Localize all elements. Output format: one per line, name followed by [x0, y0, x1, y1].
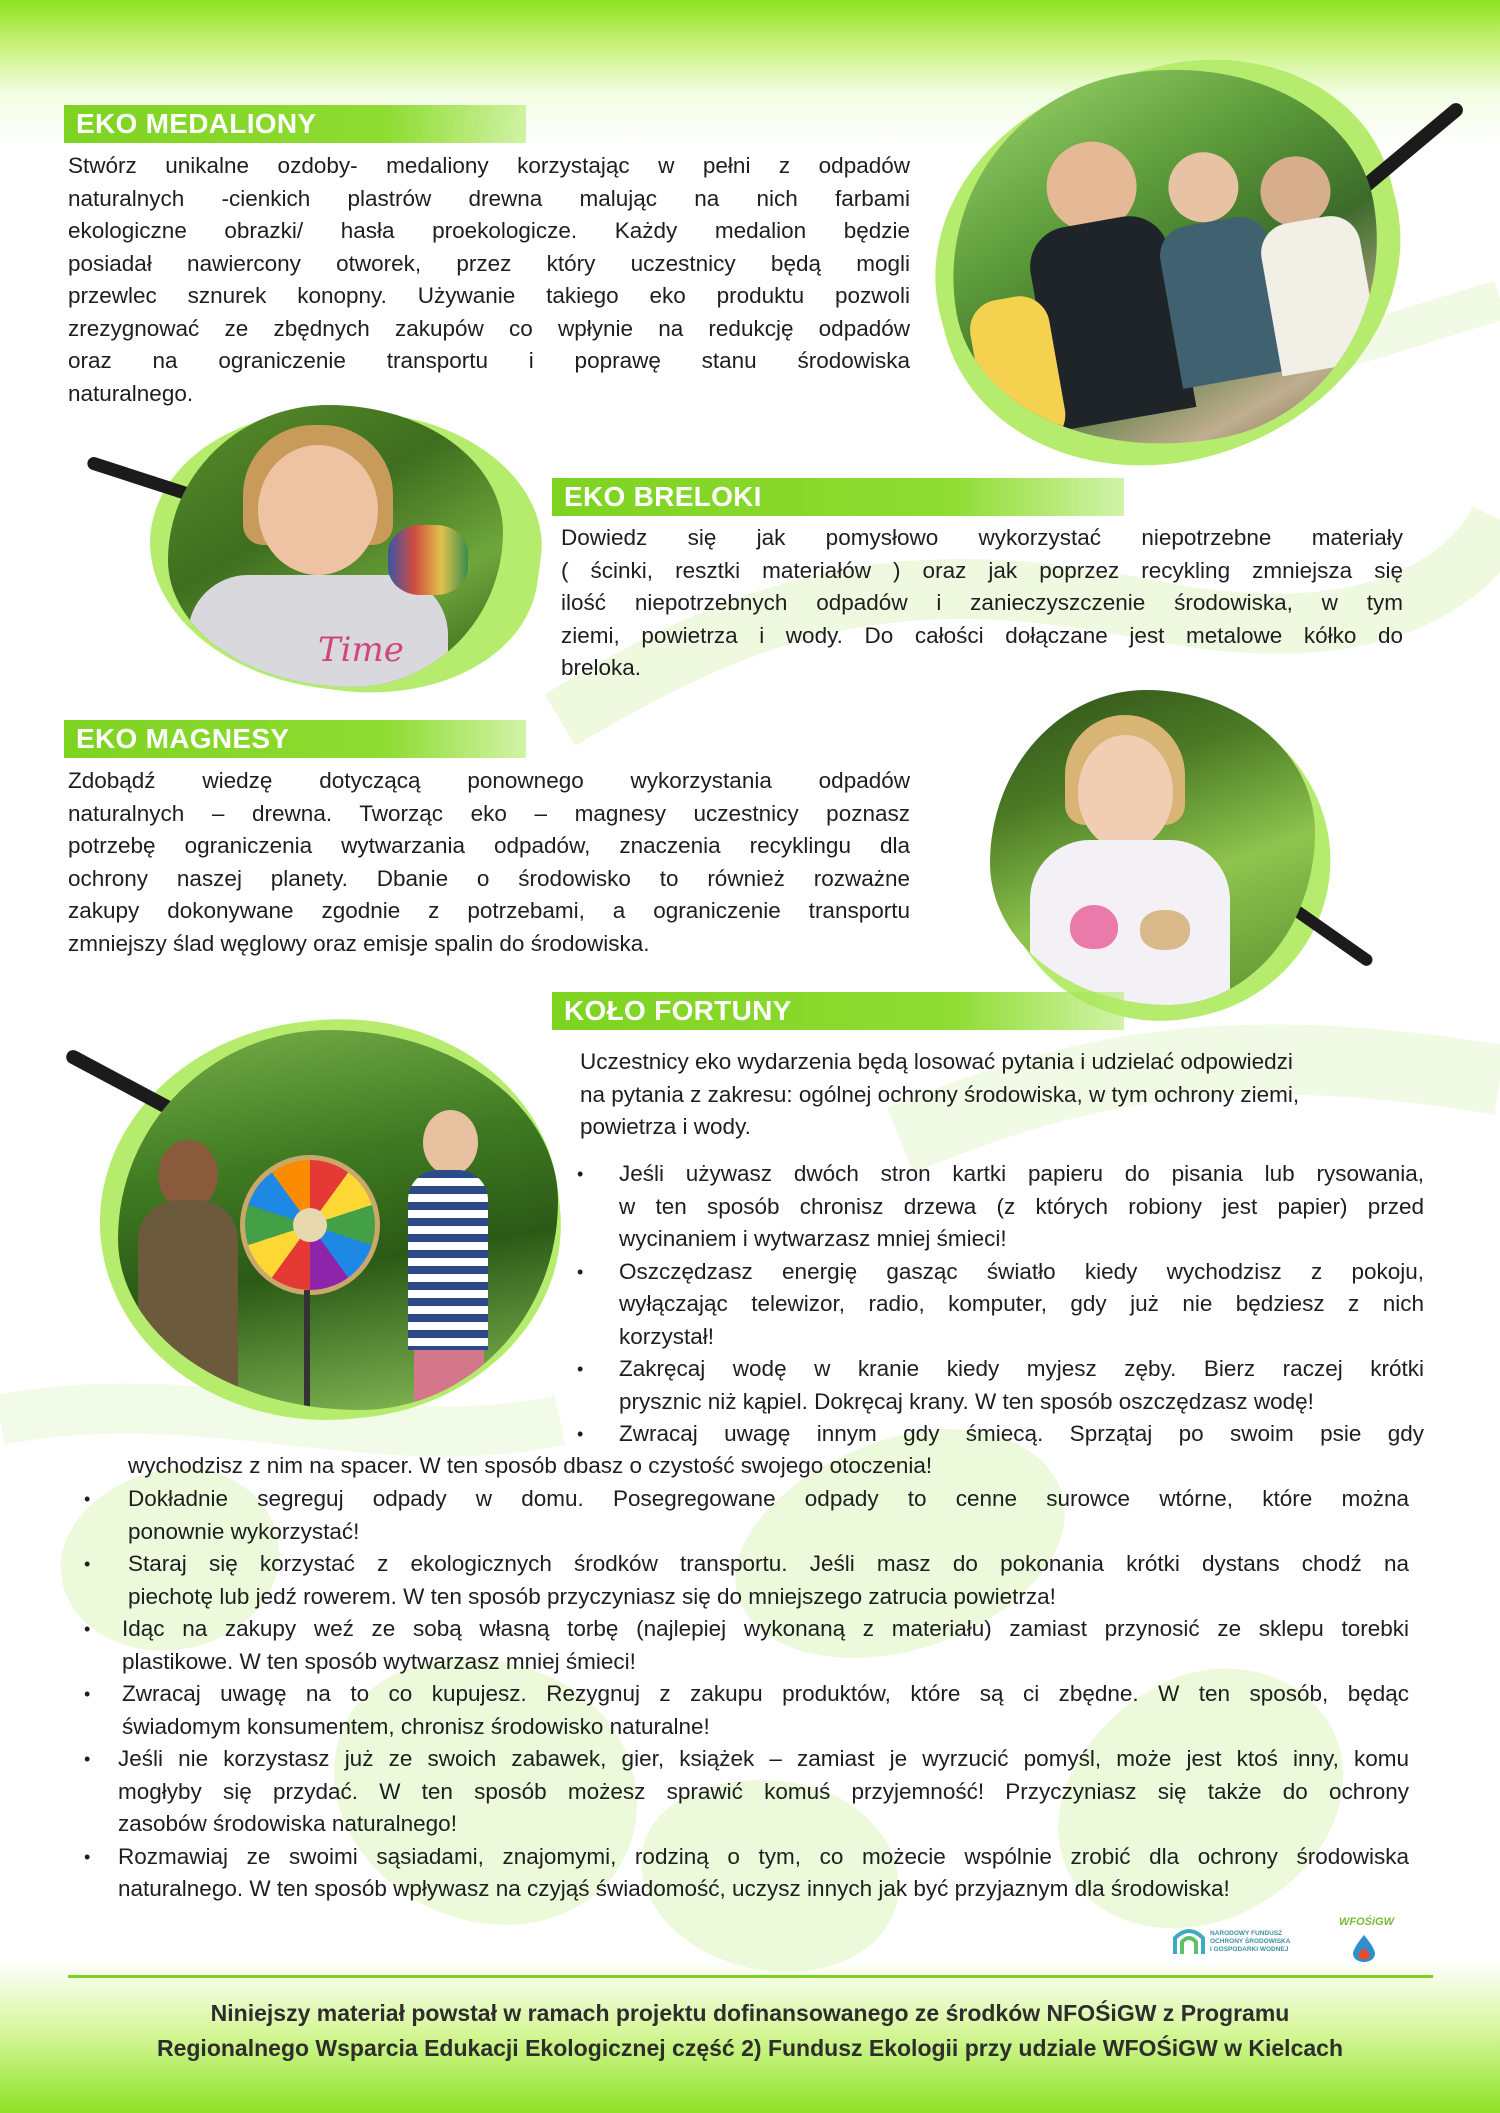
- text-line: posiadał nawiercony otworek, przez który uczestnicy będą mogli: [68, 250, 910, 276]
- nfosigw-logo: [1172, 1921, 1292, 1961]
- bullet-icon: •: [84, 1554, 91, 1574]
- text-line: ilość niepotrzebnych odpadów i zanieczyszczenie środowiska, w tym: [561, 590, 1403, 615]
- eco-tips-list-top: [574, 1158, 1424, 1451]
- text-line: Stwórz unikalne ozdoby- medaliony korzystając w pełni z odpadów: [68, 153, 910, 178]
- list-item: [84, 1841, 1409, 1906]
- text-line: wycinaniem i wytwarzasz mniej śmieci!: [619, 1226, 1007, 1251]
- wfosigw-logo: [1335, 1912, 1395, 1968]
- text-line: oraz na ograniczenie transportu i poprawę stanu środowiska: [68, 348, 910, 373]
- text-line: naturalnych – drewna. Tworząc eko – magnesy uczestnicy poznasz: [68, 800, 910, 826]
- text-line: powietrza i wody.: [580, 1114, 751, 1139]
- text-line: potrzebę ograniczenia wytwarzania odpadów, znaczenia recyklingu dla: [68, 833, 910, 858]
- text-line: zrezygnować ze zbędnych zakupów co wpłynie na redukcję odpadów: [68, 315, 910, 341]
- text-line: Idąc na zakupy weź ze sobą własną torbę (najlepiej wykonaną z materiału) zamiast przynosić ze sklepu torebki: [122, 1616, 1409, 1641]
- text-line: ziemi, powietrza i wody. Do całości dołączane jest metalowe kółko do: [561, 622, 1403, 648]
- bullet-icon: •: [84, 1749, 91, 1769]
- section-heading-magnesy: EKO MAGNESY: [64, 720, 526, 758]
- text-line: w ten sposób chronisz drzewa (z których robiony jest papier) przed: [619, 1193, 1424, 1219]
- list-item: [84, 1483, 1409, 1548]
- section-heading-breloki: EKO BRELOKI: [552, 478, 1124, 516]
- text-line: Regionalnego Wsparcia Edukacji Ekologicznej część 2) Fundusz Ekologii przy udziale WFOŚiGW w Kielcach: [156, 2035, 1344, 2061]
- footer-funding-note: [0, 1996, 1500, 2066]
- text-line: ponownie wykorzystać!: [128, 1518, 360, 1544]
- text-line: ( ścinki, resztki materiałów ) oraz jak poprzez recykling zmniejsza się: [561, 557, 1403, 583]
- wfosigw-label: WFOŚiGW: [1339, 1916, 1394, 1928]
- photo-kolo-fortuny: [118, 1030, 558, 1410]
- bullet-icon: •: [577, 1424, 584, 1444]
- text-line: Jeśli używasz dwóch stron kartki papieru do pisania lub rysowania,: [619, 1161, 1424, 1186]
- list-item: [84, 1678, 1409, 1743]
- photo-breloki-girl: Time: [168, 405, 503, 687]
- bullet-icon: •: [84, 1684, 91, 1704]
- text-line: Dokładnie segreguj odpady w domu. Posegregowane odpady to cenne surowce wtórne, które można: [128, 1486, 1409, 1511]
- breloki-description: [561, 522, 1403, 685]
- text-line: Oszczędzasz energię gasząc światło kiedy wychodzisz z pokoju,: [619, 1258, 1424, 1284]
- text-line: ochrony naszej planety. Dbanie o środowisko to również rozważne: [68, 865, 910, 891]
- text-line: Zwracaj uwagę na to co kupujesz. Rezygnuj z zakupu produktów, które są ci zbędne. W ten sposób, będąc: [122, 1681, 1409, 1706]
- text-line: korzystał!: [619, 1323, 715, 1349]
- magnesy-description: [68, 765, 910, 960]
- list-item: [84, 1548, 1409, 1613]
- bullet-icon: •: [577, 1164, 584, 1184]
- text-line: na pytania z zakresu: ogólnej ochrony środowiska, w tym ochrony ziemi,: [580, 1081, 1300, 1107]
- text-line: naturalnego. W ten sposób wpływasz na czyjąś świadomość, uczysz innych jak być przyjaznym dla środowiska!: [118, 1876, 1230, 1901]
- bullet-icon: •: [84, 1846, 91, 1867]
- medaliony-description: [68, 150, 910, 410]
- text-line: Jeśli nie korzystasz już ze swoich zabawek, gier, książek – zamiast je wyrzucić pomyśl, może jest ktoś inny, komu: [118, 1746, 1409, 1771]
- water-drop-icon: [1351, 1934, 1377, 1962]
- text-line: naturalnych -cienkich plastrów drewna malując na nich farbami: [68, 185, 910, 211]
- list-item: [84, 1613, 1409, 1678]
- list-item: [84, 1743, 1409, 1841]
- text-line: plastikowe. W ten sposób wytwarzasz mniej śmieci!: [122, 1648, 636, 1674]
- section-heading-medaliony: EKO MEDALIONY: [64, 105, 526, 143]
- text-line: piechotę lub jedź rowerem. W ten sposób przyczyniasz się do mniejszego zatrucia powietrza!: [128, 1583, 1056, 1609]
- text-line: zmniejszy ślad węglowy oraz emisje spalin do środowiska.: [68, 930, 650, 956]
- text-line: Rozmawiaj ze swoimi sąsiadami, znajomymi, rodziną o tym, co możecie wspólnie zrobić dla ochrony środowiska: [118, 1843, 1409, 1869]
- text-line: I GOSPODARKI WODNEJ: [1210, 1946, 1289, 1953]
- text-line: ekologiczne obrazki/ hasła proekologicze. Każdy medalion będzie: [68, 218, 910, 243]
- list-item: [574, 1256, 1424, 1354]
- list-item: [574, 1418, 1424, 1451]
- text-line: Niniejszy materiał powstał w ramach projektu dofinansowanego ze środków NFOŚiGW z Programu: [210, 2000, 1290, 2026]
- bullet-icon: •: [84, 1619, 91, 1639]
- section-heading-fortuny: KOŁO FORTUNY: [552, 992, 1124, 1030]
- footer-divider: [68, 1975, 1433, 1978]
- text-line: Zdobądź wiedzę dotyczącą ponownego wykorzystania odpadów: [68, 768, 910, 793]
- text-line: naturalnego.: [68, 380, 194, 406]
- text-line: Staraj się korzystać z ekologicznych środków transportu. Jeśli masz do pokonania krótki dystans chodź na: [128, 1551, 1409, 1576]
- bullet-icon: •: [84, 1489, 91, 1509]
- text-line: OCHRONY ŚRODOWISKA: [1210, 1938, 1291, 1945]
- text-line: Zwracaj uwagę innym gdy śmiecą. Sprzątaj po swoim psie gdy: [619, 1421, 1424, 1446]
- text-line: zasobów środowiska naturalnego!: [118, 1811, 457, 1836]
- text-line: wyłączając telewizor, radio, komputer, gdy już nie będziesz z nich: [619, 1291, 1424, 1316]
- text-line: Zakręcaj wodę w kranie kiedy myjesz zęby. Bierz raczej krótki: [619, 1356, 1424, 1381]
- text-line: prysznic niż kąpiel. Dokręcaj krany. W ten sposób oszczędzasz wodę!: [619, 1388, 1314, 1414]
- text-line: NARODOWY FUNDUSZ: [1210, 1930, 1283, 1937]
- text-line: zakupy dokonywane zgodnie z potrzebami, a ograniczenie transportu: [68, 898, 910, 923]
- fortuny-intro: [580, 1046, 1420, 1144]
- list-item: [574, 1158, 1424, 1256]
- bullet-icon: •: [577, 1359, 584, 1379]
- list-item: [574, 1353, 1424, 1418]
- eco-tips-list-bottom: [84, 1483, 1409, 1906]
- text-line: Dowiedz się jak pomysłowo wykorzystać niepotrzebne materiały: [561, 525, 1403, 550]
- photo-magnesy-girl: [990, 690, 1315, 1005]
- text-line: przewlec sznurek konopny. Używanie takiego eko produktu pozwoli: [68, 283, 910, 308]
- text-line: świadomym konsumentem, chronisz środowisko naturalne!: [122, 1713, 710, 1739]
- nfosigw-label: [1210, 1930, 1290, 1954]
- text-line: Uczestnicy eko wydarzenia będą losować pytania i udzielać odpowiedzi: [580, 1049, 1293, 1074]
- text-line: mogłyby się przydać. W ten sposób możesz sprawić komuś przyjemność! Przyczyniasz się także do ochrony: [118, 1778, 1409, 1804]
- nfosigw-emblem-icon: [1172, 1924, 1206, 1958]
- bullet-icon: •: [577, 1261, 584, 1282]
- leaf-stem: [64, 1048, 177, 1117]
- wheel-of-fortune-icon: [240, 1155, 380, 1295]
- text-line: breloka.: [561, 655, 642, 680]
- bullet-continuation: wychodzisz z nim na spacer. W ten sposób dbasz o czystość swojego otoczenia!: [128, 1453, 933, 1478]
